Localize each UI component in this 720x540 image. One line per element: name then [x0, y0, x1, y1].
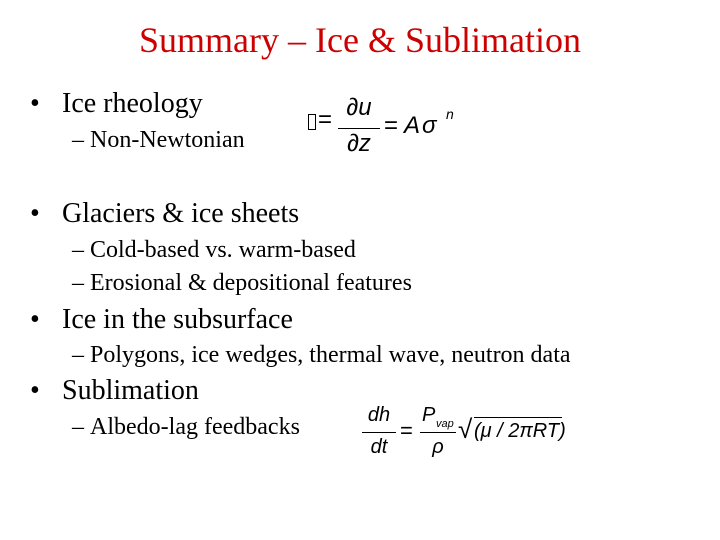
sub-bullet-cold-warm	[72, 236, 356, 264]
coefficient-A: A	[404, 112, 421, 139]
equation-rheology	[300, 96, 470, 162]
bullet-glaciers	[30, 198, 299, 230]
bullet-ice-rheology	[30, 88, 203, 120]
sub-bullet-non-newtonian	[72, 126, 245, 154]
sqrt-symbol: √	[458, 414, 473, 444]
sub-dash: –	[72, 127, 84, 153]
fraction-denominator: dt	[370, 436, 388, 458]
pressure-P: P	[422, 404, 436, 426]
bullet-sublimation	[30, 375, 199, 407]
fraction-numerator: dh	[367, 404, 391, 426]
sqrt-body: (μ / 2πRT)	[474, 420, 566, 442]
fraction-bar	[362, 432, 396, 433]
fraction-bar	[420, 432, 456, 433]
bullet-dot: •	[30, 304, 40, 335]
sub-bullet-polygons	[72, 341, 571, 369]
bullet-dot: •	[30, 198, 40, 229]
fraction-du-dz	[338, 96, 380, 162]
bullet-label: Sublimation	[62, 375, 199, 406]
bullet-label: Ice rheology	[62, 88, 203, 119]
equals-sign-2: =	[384, 112, 399, 139]
sub-label: Erosional & depositional features	[90, 270, 412, 296]
fraction-pvap-rho	[420, 402, 456, 466]
fraction-dh-dt	[362, 402, 396, 466]
sub-dash: –	[72, 414, 84, 440]
sub-dash: –	[72, 237, 84, 263]
density-rho: ρ	[432, 436, 444, 458]
strain-rate-dot	[306, 112, 312, 138]
bullet-dot: •	[30, 375, 40, 406]
stress-sigma: σ	[422, 112, 437, 139]
fraction-denominator: ∂z	[347, 130, 371, 157]
equation-sublimation	[362, 402, 572, 466]
subscript-vap: vap	[436, 418, 454, 430]
equals-sign: =	[400, 418, 413, 443]
sub-dash: –	[72, 270, 84, 296]
sub-label: Polygons, ice wedges, thermal wave, neutron data	[90, 342, 571, 368]
sub-bullet-erosional	[72, 269, 412, 297]
bullet-label: Ice in the subsurface	[62, 304, 293, 335]
bullet-subsurface	[30, 304, 293, 336]
sub-label: Albedo-lag feedbacks	[90, 414, 300, 440]
sub-bullet-albedo-lag	[72, 413, 300, 441]
sub-label: Cold-based vs. warm-based	[90, 237, 356, 263]
exponent-n: n	[446, 106, 454, 122]
equals-sign: =	[318, 106, 333, 133]
slide-title: Summary – Ice & Sublimation	[139, 20, 581, 60]
fraction-bar	[338, 128, 380, 129]
sub-dash: –	[72, 342, 84, 368]
bullet-label: Glaciers & ice sheets	[62, 198, 300, 229]
fraction-numerator: ∂u	[346, 94, 372, 121]
sub-label: Non-Newtonian	[90, 127, 245, 153]
bullet-dot: •	[30, 88, 40, 119]
sqrt-overbar	[474, 417, 562, 418]
